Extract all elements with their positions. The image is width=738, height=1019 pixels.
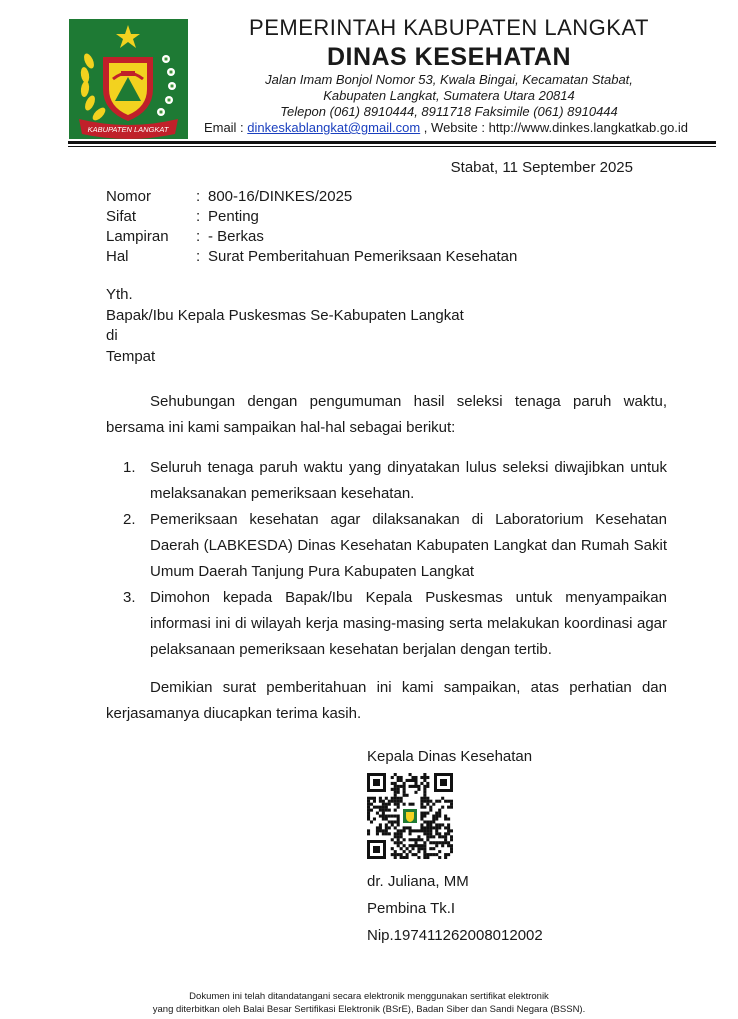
meta-colon: : [196,188,201,205]
point-number: 3. [123,589,136,606]
meta-key: Lampiran [106,228,169,245]
email-link[interactable]: dinkeskablangkat@gmail.com [247,120,421,135]
website-text: Website : http://www.dinkes.langkatkab.go.id [431,120,689,135]
point-text: Dimohon kepada Bapak/Ibu Kepala Puskesmas untuk menyampaikan informasi ini di wilayah kerja masing-masing serta melakukan koordinasi agar pelaksanaan pemeriksaan kesehatan berjalan dengan tertib. [150,589,667,658]
recipient-place: Tempat [106,347,156,365]
meta-value: 800-16/DINKES/2025 [208,188,353,205]
meta-value: Penting [208,208,259,225]
meta-key: Nomor [106,188,152,205]
closing-paragraph [106,675,667,727]
letterhead-rule-thin [68,146,716,147]
signer-nip: Nip.197411262008012002 [367,927,543,944]
contact-separator: , [420,120,432,135]
esign-footer [0,990,738,1016]
list-item [106,585,667,663]
meta-value: - Berkas [208,228,264,245]
regency-logo [69,19,188,139]
meta-colon: : [196,248,201,265]
footer-line-2: yang diterbitkan oleh Balai Besar Sertifikasi Elektronik (BSrE), Badan Siber dan Sandi Negara (BSSN). [152,1004,586,1015]
letterhead-rule-thick [68,141,716,144]
email-label: Email : [203,120,248,135]
signer-name: dr. Juliana, MM [367,873,469,890]
letterhead [190,10,708,136]
meta-value: Surat Pemberitahuan Pemeriksaan Kesehatan [208,248,518,265]
addressee-block [106,285,464,367]
recipient-at: di [106,327,118,344]
letter-meta [106,187,517,267]
signer-title: Kepala Dinas Kesehatan [367,748,533,765]
salutation: Yth. [106,286,133,303]
closing-line-2: kerjasamanya diucapkan terima kasih. [106,705,362,722]
point-text: Seluruh tenaga paruh waktu yang dinyatakan lulus seleksi diwajibkan untuk melaksanakan pemeriksaan kesehatan. [150,459,667,502]
recipient: Bapak/Ibu Kepala Puskesmas Se-Kabupaten Langkat [106,306,464,324]
list-item [106,455,667,507]
intro-line-2: bersama ini kami sampaikan hal-hal sebagai berikut: [106,419,456,436]
footer-line-1: Dokumen ini telah ditandatangani secara elektronik menggunakan sertifikat elektronik [189,991,549,1002]
address-line-1: Jalan Imam Bonjol Nomor 53, Kwala Bingai, Kecamatan Stabat, [265,72,633,87]
phone-line: Telepon (061) 8910444, 8911718 Faksimile (061) 8910444 [280,104,618,119]
meta-row-attachment [106,227,517,247]
meta-colon: : [196,208,201,225]
address-line-2: Kabupaten Langkat, Sumatera Utara 20814 [323,88,575,103]
meta-key: Sifat [106,208,137,225]
contact-line [184,120,708,136]
point-number: 2. [123,511,136,528]
meta-key: Hal [106,248,129,265]
meta-row-subject [106,247,517,267]
meta-row-nature [106,207,517,227]
meta-row-number [106,187,517,207]
intro-paragraph [106,389,667,441]
government-name: PEMERINTAH KABUPATEN LANGKAT [249,15,649,40]
point-text: Pemeriksaan kesehatan agar dilaksanakan di Laboratorium Kesehatan Daerah (LABKESDA) Dinas Kesehatan Kabupaten Langkat dan Rumah Sakit Umum Daerah Tanjung Pura Kabupaten Langkat [150,511,667,580]
intro-line-1: Sehubungan dengan pengumuman hasil seleksi tenaga paruh waktu, [150,393,667,410]
logo-caption: KABUPATEN LANGKAT [87,125,169,134]
points-list [106,455,667,663]
closing-line-1: Demikian surat pemberitahuan ini kami sampaikan, atas perhatian dan [150,679,667,696]
qr-code [367,773,453,859]
point-number: 1. [123,459,136,476]
meta-colon: : [196,228,201,245]
letter-date: Stabat, 11 September 2025 [450,159,633,176]
signer-rank: Pembina Tk.I [367,900,456,917]
agency-name: DINAS KESEHATAN [326,43,572,71]
list-item [106,507,667,585]
